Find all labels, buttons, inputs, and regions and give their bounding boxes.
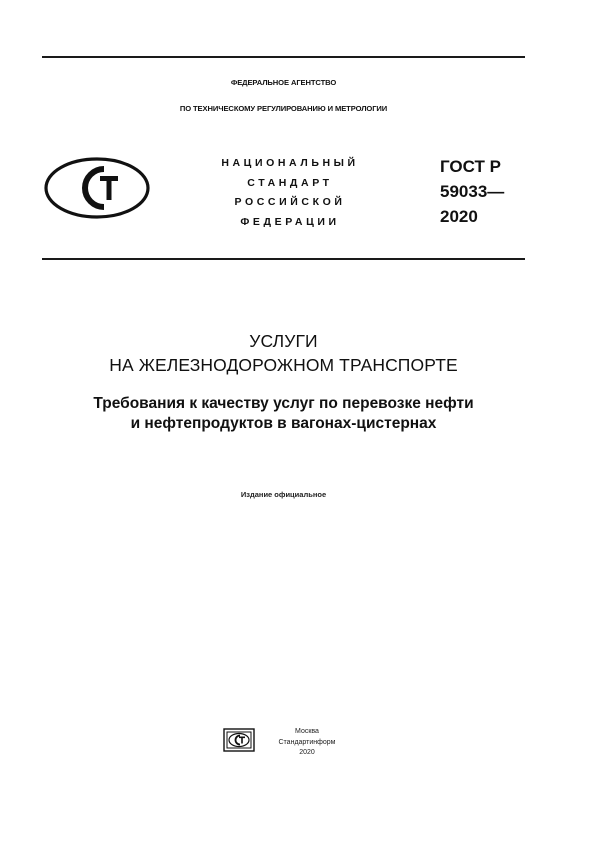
national-line: СТАНДАРТ (247, 176, 333, 189)
subtitle-line: Требования к качеству услуг по перевозке нефти (93, 395, 474, 412)
agency-name-line-2: ПО ТЕХНИЧЕСКОМУ РЕГУЛИРОВАНИЮ И МЕТРОЛОГИИ (179, 104, 388, 113)
publisher-imprint (262, 727, 352, 759)
gost-line: 2020 (440, 207, 478, 226)
imprint-line: 2020 (299, 749, 315, 756)
pst-certification-logo-icon (44, 157, 150, 219)
official-edition-label: Издание официальное (240, 490, 327, 499)
gost-designation (440, 154, 504, 229)
top-divider (42, 56, 525, 58)
gost-line: 59033— (440, 182, 505, 201)
national-line: ФЕДЕРАЦИИ (240, 215, 340, 228)
imprint-line: Стандартинформ (278, 738, 336, 746)
standartinform-logo-icon (222, 727, 258, 754)
subtitle-line: и нефтепродуктов в вагонах-цистернах (130, 415, 437, 432)
middle-divider (42, 258, 525, 260)
national-standard-label (205, 154, 375, 232)
agency-name-line-1: ФЕДЕРАЛЬНОЕ АГЕНТСТВО (230, 78, 337, 87)
title-line: УСЛУГИ (249, 331, 318, 351)
document-title (42, 329, 525, 377)
national-line: НАЦИОНАЛЬНЫЙ (221, 157, 359, 169)
document-subtitle (42, 394, 525, 434)
title-line: НА ЖЕЛЕЗНОДОРОЖНОМ ТРАНСПОРТЕ (109, 355, 458, 375)
imprint-line: Москва (295, 728, 319, 735)
national-line: РОССИЙСКОЙ (234, 196, 346, 208)
gost-line: ГОСТ Р (440, 157, 501, 176)
